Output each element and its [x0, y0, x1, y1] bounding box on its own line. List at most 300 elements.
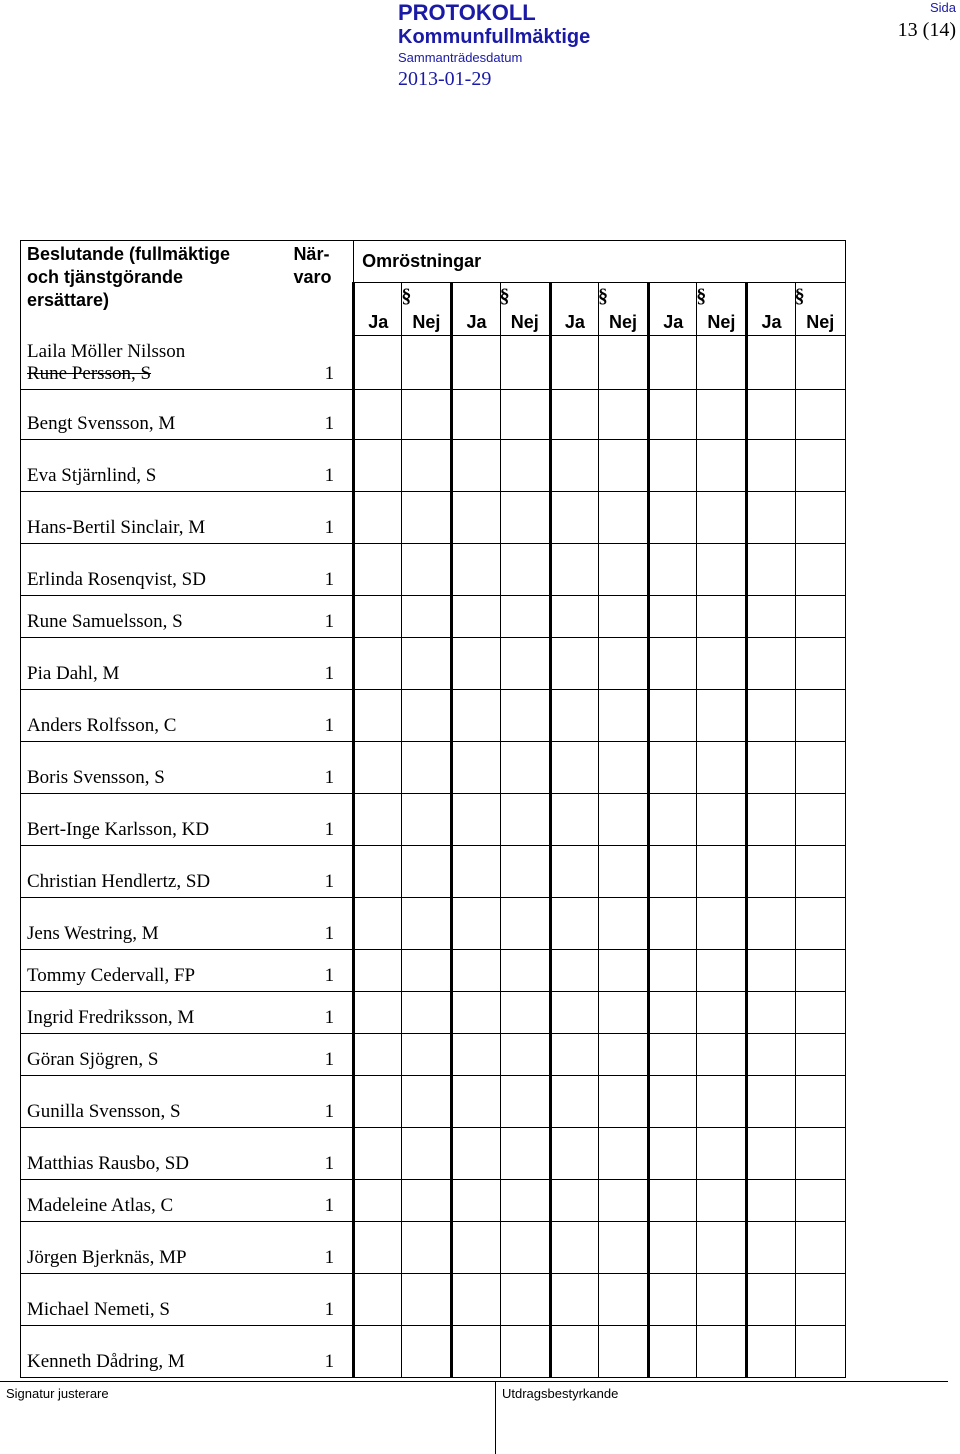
vote-nej-cell [697, 1222, 747, 1274]
presence-value: 1 [324, 1007, 335, 1028]
vote-ja-cell [649, 846, 697, 898]
vote-ja-cell [452, 794, 500, 846]
member-name-cell [21, 1326, 290, 1378]
vote-nej-cell [402, 950, 452, 992]
vote-ja-cell [649, 950, 697, 992]
vote-nej-cell [402, 1274, 452, 1326]
vote-nej-cell [598, 1222, 648, 1274]
vote-ja-cell [550, 544, 598, 596]
vote-nej-cell [598, 950, 648, 992]
vote-ja-cell [452, 440, 500, 492]
table-row [21, 992, 846, 1034]
vote-2-nej-header [500, 283, 550, 336]
vote-ja-cell [550, 638, 598, 690]
vote-nej-cell [697, 1128, 747, 1180]
presence-value: 1 [324, 413, 335, 434]
member-name: Hans-Bertil Sinclair, M [27, 517, 206, 538]
vote-nej-cell [795, 794, 845, 846]
table-row [21, 846, 846, 898]
vote-ja-cell [354, 690, 402, 742]
vote-nej-cell [500, 390, 550, 440]
vote-ja-cell [649, 492, 697, 544]
vote-ja-cell [354, 846, 402, 898]
vote-ja-cell [747, 846, 795, 898]
member-name-cell [21, 898, 290, 950]
presence-value: 1 [324, 1101, 335, 1122]
vote-nej-cell [598, 596, 648, 638]
vote-nej-cell [795, 690, 845, 742]
vote-ja-cell [452, 1180, 500, 1222]
vote-nej-cell [697, 1034, 747, 1076]
vote-ja-cell [452, 1274, 500, 1326]
table-row [21, 336, 846, 390]
vote-ja-cell [649, 1326, 697, 1378]
presence-value: 1 [324, 923, 335, 944]
member-name-cell [21, 992, 290, 1034]
vote-nej-cell [500, 950, 550, 992]
member-name: Anders Rolfsson, C [27, 715, 177, 736]
vote-nej-cell [795, 596, 845, 638]
member-name: Tommy Cedervall, FP [27, 965, 196, 986]
presence-cell [289, 1034, 353, 1076]
vote-nej-cell [598, 794, 648, 846]
paragraph-symbol [552, 285, 608, 307]
vote-ja-cell [747, 1076, 795, 1128]
vote-nej-cell [697, 390, 747, 440]
vote-4-nej-header [697, 283, 747, 336]
vote-nej-cell [697, 742, 747, 794]
vote-ja-cell [649, 690, 697, 742]
vote-5-nej-header [795, 283, 845, 336]
vote-ja-cell [649, 390, 697, 440]
table-row [21, 898, 846, 950]
presence-cell [289, 1274, 353, 1326]
vote-ja-cell [452, 992, 500, 1034]
vote-ja-cell [452, 898, 500, 950]
vote-nej-cell [795, 440, 845, 492]
vote-nej-cell [598, 544, 648, 596]
presence-cell [289, 440, 353, 492]
document-title: PROTOKOLL [398, 0, 536, 25]
vote-ja-cell [452, 390, 500, 440]
nej-label: Nej [806, 312, 835, 332]
ja-label: Ja [564, 312, 585, 332]
member-name-cell [21, 1274, 290, 1326]
vote-nej-cell [795, 742, 845, 794]
vote-nej-cell [697, 440, 747, 492]
vote-ja-cell [747, 544, 795, 596]
vote-ja-cell [354, 544, 402, 596]
member-name: Jens Westring, M [27, 923, 159, 944]
vote-ja-cell [747, 1128, 795, 1180]
member-name: Gunilla Svensson, S [27, 1101, 181, 1122]
ja-label: Ja [466, 312, 487, 332]
vote-ja-cell [354, 336, 402, 390]
member-name-cell [21, 846, 290, 898]
paragraph-symbol-text: § [401, 285, 412, 307]
vote-ja-cell [649, 898, 697, 950]
vote-nej-cell [598, 1128, 648, 1180]
vote-nej-cell [697, 898, 747, 950]
table-row [21, 390, 846, 440]
table-row [21, 1180, 846, 1222]
paragraph-symbol [748, 285, 805, 307]
presence-value: 1 [324, 1153, 335, 1174]
vote-nej-cell [402, 638, 452, 690]
member-name-cell [21, 1034, 290, 1076]
table-row [21, 794, 846, 846]
vote-1-nej-header [402, 283, 452, 336]
vote-ja-cell [452, 1034, 500, 1076]
vote-nej-cell [402, 898, 452, 950]
vote-ja-cell [354, 1222, 402, 1274]
vote-nej-cell [500, 898, 550, 950]
vote-ja-cell [550, 846, 598, 898]
presence-value: 1 [324, 1351, 335, 1372]
vote-ja-cell [452, 690, 500, 742]
vote-ja-cell [354, 1128, 402, 1180]
vote-nej-cell [500, 846, 550, 898]
vote-ja-cell [649, 1128, 697, 1180]
vote-nej-cell [402, 992, 452, 1034]
vote-ja-cell [452, 596, 500, 638]
vote-ja-cell [550, 690, 598, 742]
presence-column-header [289, 241, 353, 336]
vote-ja-cell [452, 638, 500, 690]
vote-nej-cell [697, 992, 747, 1034]
vote-nej-cell [598, 638, 648, 690]
vote-ja-cell [354, 390, 402, 440]
vote-nej-cell [402, 1076, 452, 1128]
member-name-cell [21, 336, 290, 390]
presence-cell [289, 544, 353, 596]
voting-table [20, 240, 846, 1378]
vote-ja-cell [550, 992, 598, 1034]
vote-ja-cell [649, 794, 697, 846]
presence-value: 1 [324, 465, 335, 486]
member-name-cell [21, 742, 290, 794]
vote-nej-cell [795, 492, 845, 544]
vote-ja-cell [354, 596, 402, 638]
vote-ja-cell [452, 544, 500, 596]
presence-cell [289, 390, 353, 440]
member-name: Rune Persson, S [27, 363, 152, 384]
member-name: Michael Nemeti, S [27, 1299, 170, 1320]
vote-nej-cell [795, 846, 845, 898]
vote-ja-cell [747, 742, 795, 794]
table-row [21, 1222, 846, 1274]
presence-cell [289, 742, 353, 794]
presence-cell [289, 690, 353, 742]
member-name-cell [21, 492, 290, 544]
presence-value: 1 [324, 611, 335, 632]
member-name-cell [21, 596, 290, 638]
member-name: Madeleine Atlas, C [27, 1195, 174, 1216]
vote-ja-cell [354, 1274, 402, 1326]
vote-nej-cell [500, 1128, 550, 1180]
member-name-cell [21, 1076, 290, 1128]
ja-label: Ja [663, 312, 684, 332]
vote-nej-cell [598, 1180, 648, 1222]
vote-ja-cell [649, 336, 697, 390]
vote-nej-cell [500, 336, 550, 390]
member-name: Pia Dahl, M [27, 663, 120, 684]
vote-ja-cell [747, 992, 795, 1034]
name-header-line-2: och tjänstgörande [27, 267, 184, 287]
vote-ja-cell [550, 1034, 598, 1076]
votes-header: Omröstningar [354, 241, 846, 283]
vote-nej-cell [402, 742, 452, 794]
vote-nej-cell [598, 1076, 648, 1128]
table-row [21, 440, 846, 492]
table-row [21, 690, 846, 742]
vote-ja-cell [747, 336, 795, 390]
extract-certification-label: Utdragsbestyrkande [502, 1386, 619, 1401]
vote-nej-cell [795, 1034, 845, 1076]
presence-cell [289, 1326, 353, 1378]
vote-5-ja-header [747, 283, 805, 336]
presence-value: 1 [324, 1299, 335, 1320]
vote-nej-cell [795, 898, 845, 950]
vote-nej-cell [697, 336, 747, 390]
table-row [21, 544, 846, 596]
vote-ja-cell [649, 638, 697, 690]
presence-cell [289, 638, 353, 690]
vote-nej-cell [598, 846, 648, 898]
presence-value: 1 [324, 1247, 335, 1268]
presence-cell [289, 950, 353, 992]
vote-nej-cell [500, 1274, 550, 1326]
vote-ja-cell [354, 492, 402, 544]
name-header-line-1: Beslutande (fullmäktige [27, 244, 231, 264]
vote-ja-cell [747, 690, 795, 742]
presence-cell [289, 1222, 353, 1274]
vote-1-ja-header [354, 283, 412, 336]
vote-ja-cell [747, 950, 795, 992]
member-name-cell [21, 440, 290, 492]
table-row [21, 638, 846, 690]
presence-value: 1 [324, 1049, 335, 1070]
vote-nej-cell [795, 336, 845, 390]
presence-value [289, 341, 334, 363]
vote-ja-cell [550, 390, 598, 440]
vote-nej-cell [598, 898, 648, 950]
vote-ja-cell [452, 742, 500, 794]
vote-ja-cell [550, 336, 598, 390]
vote-nej-cell [598, 1034, 648, 1076]
vote-ja-cell [747, 1326, 795, 1378]
presence-header-line-2: varo [293, 267, 332, 287]
table-row [21, 1274, 846, 1326]
vote-ja-cell [747, 1180, 795, 1222]
member-name: Kenneth Dådring, M [27, 1351, 185, 1372]
member-name-cell [21, 1180, 290, 1222]
vote-nej-cell [500, 1222, 550, 1274]
vote-nej-cell [598, 336, 648, 390]
member-name: Bert-Inge Karlsson, KD [27, 819, 210, 840]
vote-nej-cell [402, 336, 452, 390]
vote-3-ja-header [550, 283, 608, 336]
vote-ja-cell [452, 492, 500, 544]
vote-nej-cell [795, 1128, 845, 1180]
vote-ja-cell [550, 596, 598, 638]
vote-nej-cell [697, 1076, 747, 1128]
vote-nej-cell [697, 950, 747, 992]
vote-nej-cell [500, 544, 550, 596]
vote-3-nej-header [598, 283, 648, 336]
vote-nej-cell [500, 492, 550, 544]
vote-nej-cell [598, 690, 648, 742]
vote-nej-cell [402, 794, 452, 846]
presence-cell [289, 1180, 353, 1222]
vote-nej-cell [795, 1274, 845, 1326]
paragraph-symbol-text: § [696, 285, 707, 307]
vote-nej-cell [500, 992, 550, 1034]
vote-nej-cell [795, 390, 845, 440]
presence-value: 1 [324, 767, 335, 788]
vote-nej-cell [500, 596, 550, 638]
vote-nej-cell [697, 1326, 747, 1378]
vote-ja-cell [452, 336, 500, 390]
presence-cell [289, 596, 353, 638]
footer-divider [0, 1381, 948, 1382]
vote-nej-cell [598, 390, 648, 440]
paragraph-symbol [453, 285, 510, 307]
member-name-cell [21, 390, 290, 440]
vote-ja-cell [747, 390, 795, 440]
vote-nej-cell [697, 846, 747, 898]
vote-ja-cell [747, 492, 795, 544]
vote-ja-cell [649, 1034, 697, 1076]
organization-name: Kommunfullmäktige [398, 26, 591, 48]
vote-ja-cell [550, 742, 598, 794]
member-name-cell [21, 1222, 290, 1274]
vote-ja-cell [452, 846, 500, 898]
member-name: Göran Sjögren, S [27, 1049, 159, 1070]
meeting-date: 2013-01-29 [398, 68, 492, 90]
presence-value: 1 [324, 1195, 335, 1216]
page-number: 13 (14) [897, 19, 956, 41]
vote-nej-cell [697, 690, 747, 742]
vote-nej-cell [500, 1326, 550, 1378]
member-name-cell [21, 1128, 290, 1180]
vote-ja-cell [550, 950, 598, 992]
vote-ja-cell [649, 742, 697, 794]
vote-nej-cell [402, 1222, 452, 1274]
vote-nej-cell [500, 690, 550, 742]
presence-cell [289, 992, 353, 1034]
vote-nej-cell [402, 1128, 452, 1180]
presence-cell [289, 898, 353, 950]
vote-nej-cell [402, 390, 452, 440]
vote-ja-cell [452, 1128, 500, 1180]
member-name: Christian Hendlertz, SD [27, 871, 211, 892]
vote-ja-cell [747, 794, 795, 846]
vote-ja-cell [550, 794, 598, 846]
vote-ja-cell [550, 1326, 598, 1378]
vote-ja-cell [550, 492, 598, 544]
name-column-header [21, 241, 290, 336]
paragraph-symbol-text: § [794, 285, 805, 307]
vote-ja-cell [747, 1222, 795, 1274]
vote-ja-cell [747, 638, 795, 690]
vote-nej-cell [500, 1076, 550, 1128]
member-name-cell [21, 638, 290, 690]
ja-label: Ja [761, 312, 782, 332]
vote-ja-cell [649, 1180, 697, 1222]
vote-ja-cell [354, 950, 402, 992]
member-name: Eva Stjärnlind, S [27, 465, 157, 486]
presence-value: 1 [324, 363, 335, 384]
vote-nej-cell [500, 638, 550, 690]
vote-ja-cell [747, 440, 795, 492]
presence-cell [289, 1128, 353, 1180]
vote-ja-cell [452, 950, 500, 992]
meeting-date-label: Sammanträdesdatum [398, 50, 523, 65]
vote-nej-cell [402, 1326, 452, 1378]
vote-ja-cell [550, 898, 598, 950]
nej-label: Nej [707, 312, 736, 332]
vote-2-ja-header [452, 283, 510, 336]
presence-cell [289, 336, 353, 390]
vote-ja-cell [747, 1274, 795, 1326]
vote-ja-cell [649, 544, 697, 596]
paragraph-symbol [355, 285, 412, 307]
member-name: Boris Svensson, S [27, 767, 165, 788]
vote-4-ja-header [649, 283, 707, 336]
page-label: Sida [929, 0, 956, 15]
vote-ja-cell [354, 898, 402, 950]
presence-value: 1 [324, 819, 335, 840]
vote-nej-cell [598, 992, 648, 1034]
presence-value: 1 [324, 663, 335, 684]
vote-nej-cell [500, 742, 550, 794]
vote-ja-cell [649, 440, 697, 492]
vote-ja-cell [354, 992, 402, 1034]
vote-ja-cell [550, 1222, 598, 1274]
vote-nej-cell [795, 950, 845, 992]
vote-ja-cell [354, 638, 402, 690]
vote-ja-cell [649, 1274, 697, 1326]
vote-nej-cell [795, 1326, 845, 1378]
vote-nej-cell [402, 440, 452, 492]
vote-nej-cell [402, 596, 452, 638]
member-name-cell [21, 690, 290, 742]
vote-nej-cell [697, 794, 747, 846]
vote-ja-cell [550, 1128, 598, 1180]
presence-value: 1 [324, 569, 335, 590]
vote-nej-cell [500, 440, 550, 492]
member-name-cell [21, 950, 290, 992]
vote-nej-cell [402, 846, 452, 898]
vote-ja-cell [354, 440, 402, 492]
vote-nej-cell [500, 1180, 550, 1222]
vote-nej-cell [697, 544, 747, 596]
paragraph-symbol [650, 285, 707, 307]
nej-label: Nej [412, 312, 441, 332]
ja-label: Ja [368, 312, 389, 332]
presence-value: 1 [324, 715, 335, 736]
vote-ja-cell [649, 1222, 697, 1274]
vote-nej-cell [402, 1180, 452, 1222]
table-row [21, 1326, 846, 1378]
presence-cell [289, 794, 353, 846]
vote-nej-cell [795, 992, 845, 1034]
vote-ja-cell [550, 1180, 598, 1222]
vote-ja-cell [649, 992, 697, 1034]
vote-nej-cell [795, 1076, 845, 1128]
table-row [21, 742, 846, 794]
